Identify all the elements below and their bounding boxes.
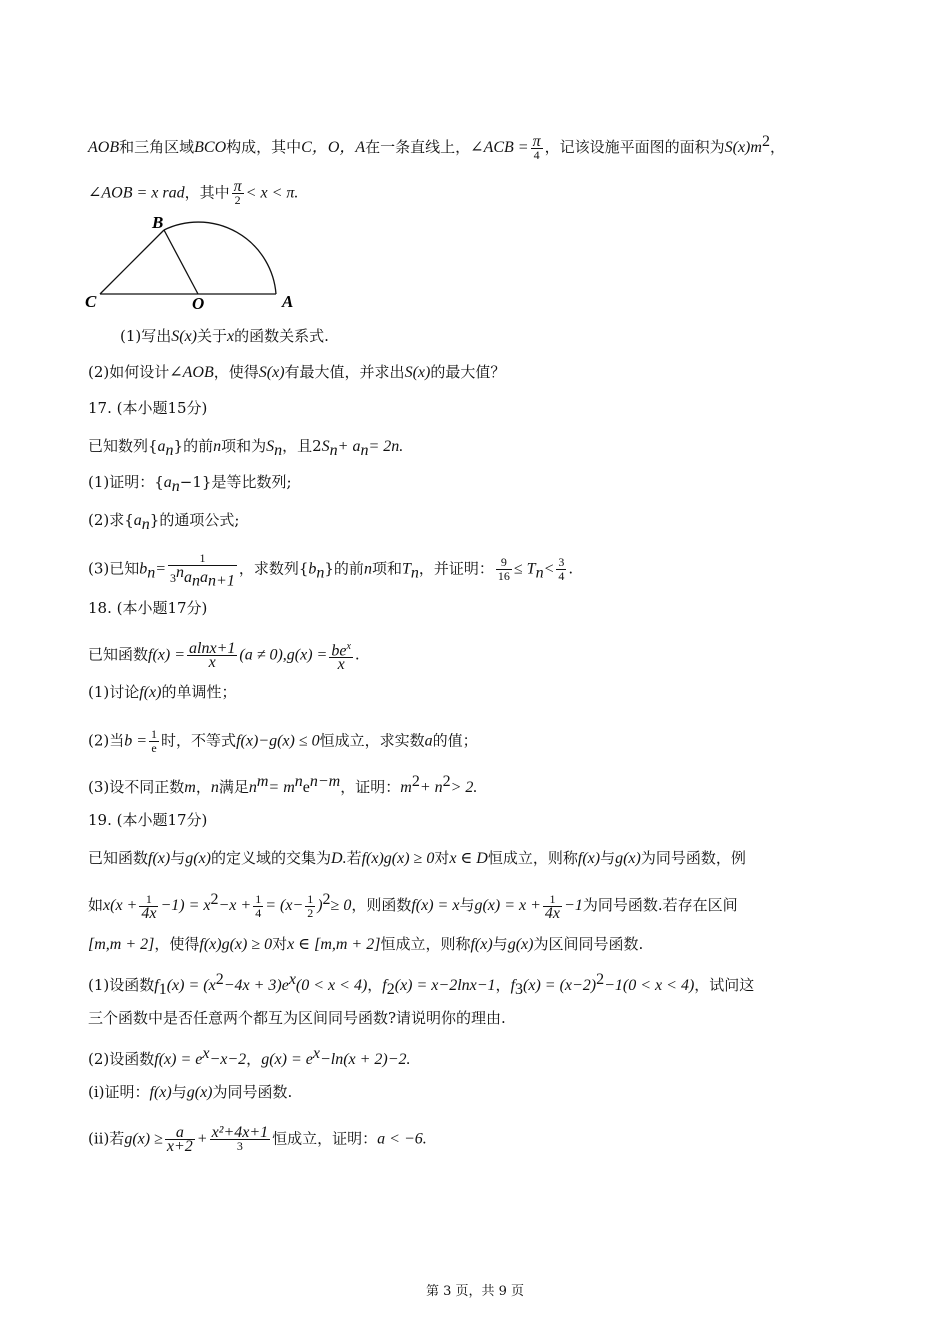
p19-q1-line1: (1)设函数$f_1(x) = (x^2-4x + 3)e^x(0 < x < 4)$，$f_2(x) = x-2\ln x-1$，$f_3(x) = (x-2)^2-1(0 < x < 4)$，试问这 xyxy=(88,971,755,998)
p19-stem-line1: 已知函数f(x)与g(x)的定义域的交集为D.若f(x)g(x) ≥ 0对x ∈ D恒成立，则称f(x)与g(x)为同号函数，例 xyxy=(88,849,746,867)
p19-qi: (i)证明：f(x)与g(x)为同号函数. xyxy=(88,1083,293,1101)
p16-q1: (1)写出S(x)关于x的函数关系式. xyxy=(120,327,329,345)
label-B: B xyxy=(152,213,164,232)
label-C: C xyxy=(85,292,97,310)
p19-stem-line3: [m,m + 2]，使得f(x)g(x) ≥ 0对x ∈ [m,m + 2]恒成立，则称f(x)与g(x)为区间同号函数. xyxy=(88,935,644,953)
p19-q1-line2: 三个函数中是否任意两个都互为区间同号函数?请说明你的理由. xyxy=(88,1009,506,1027)
geometry-figure xyxy=(80,210,310,310)
p19-qii: (ii)若g(x) ≥ $\frac{a}{x+2}$ + $\frac{\text{x²+4x+1}}{3}$ 恒成立，证明：a < −6. xyxy=(88,1124,427,1155)
p17-q3: (3)已知$b_n=$ $\frac{1}{3^na_na_{n+1}}$ ，求数列$\{b_n\}$的前n项和$T_n$，并证明： $\frac{9}{16}$ ≤ $T_n<$ $\frac{3}{4}$ . xyxy=(88,551,574,590)
p18-q2: (2)当b = $\frac{1}{e}$ 时，不等式f(x)−g(x) ≤ 0恒成立，求实数a的值； xyxy=(88,727,478,755)
page-footer: 第 3 页，共 9 页 xyxy=(425,1284,525,1299)
p19-title: 19. (本小题17分) xyxy=(88,811,208,829)
p16-q2: (2)如何设计∠AOB，使得S(x)有最大值，并求出S(x)的最大值？ xyxy=(88,363,506,381)
line-BO xyxy=(164,230,198,294)
p17-q2: (2)求$\{a_n\}$的通项公式; xyxy=(88,511,240,533)
arc-AB xyxy=(164,222,276,294)
p17-title: 17. (本小题15分) xyxy=(88,399,208,417)
line-CB xyxy=(100,230,164,294)
p19-q2: (2)设函数$f(x) = e^x-x-2$，$g(x) = e^x-\ln(x + 2)-2$. xyxy=(88,1045,411,1068)
p18-title: 18. (本小题17分) xyxy=(88,599,208,617)
p19-stem-line2: 如x(x + $\frac{1}{4x}$ $-1) = x^2-x$ + $\frac{1}{4}$ = (x− $\frac{1}{2}$ )$^2$≥ 0，则函数f(x) = x与g(x) = x + $\frac{1}{4x}$ −1为同号函数.若存在区间 xyxy=(88,891,738,922)
p18-q1: (1)讨论f(x)的单调性； xyxy=(88,683,237,701)
p18-stem: 已知函数f(x) = $\frac{alnx+1}{x}$ (a ≠ 0),g(x) = $\frac{be^x}{x}$ . xyxy=(88,640,360,674)
label-O: O xyxy=(192,294,205,310)
p17-q1: (1)证明：$\{a_n-1\}$是等比数列; xyxy=(88,473,292,495)
p17-stem: 已知数列$\{a_n\}$的前n项和为$S_n$，且$2S_n+ a_n= 2n$. xyxy=(88,437,404,459)
p16-intro-line2: ∠AOB = x rad，其中 $\frac{\pi}{2}$ < x < π. xyxy=(88,178,299,207)
p18-q3: (3)设不同正数m，n满足$n^m= m^ne^{n-m}$，证明：$m^2+ n^2> 2$. xyxy=(88,773,478,796)
label-A: A xyxy=(282,292,294,310)
p16-intro-line1: AOB和三角区域BCO构成，其中C，O，A在一条直线上，∠ACB = $\frac{\pi}{4}$ ，记该设施平面图的面积为$S(x)m^2$， xyxy=(88,132,785,162)
